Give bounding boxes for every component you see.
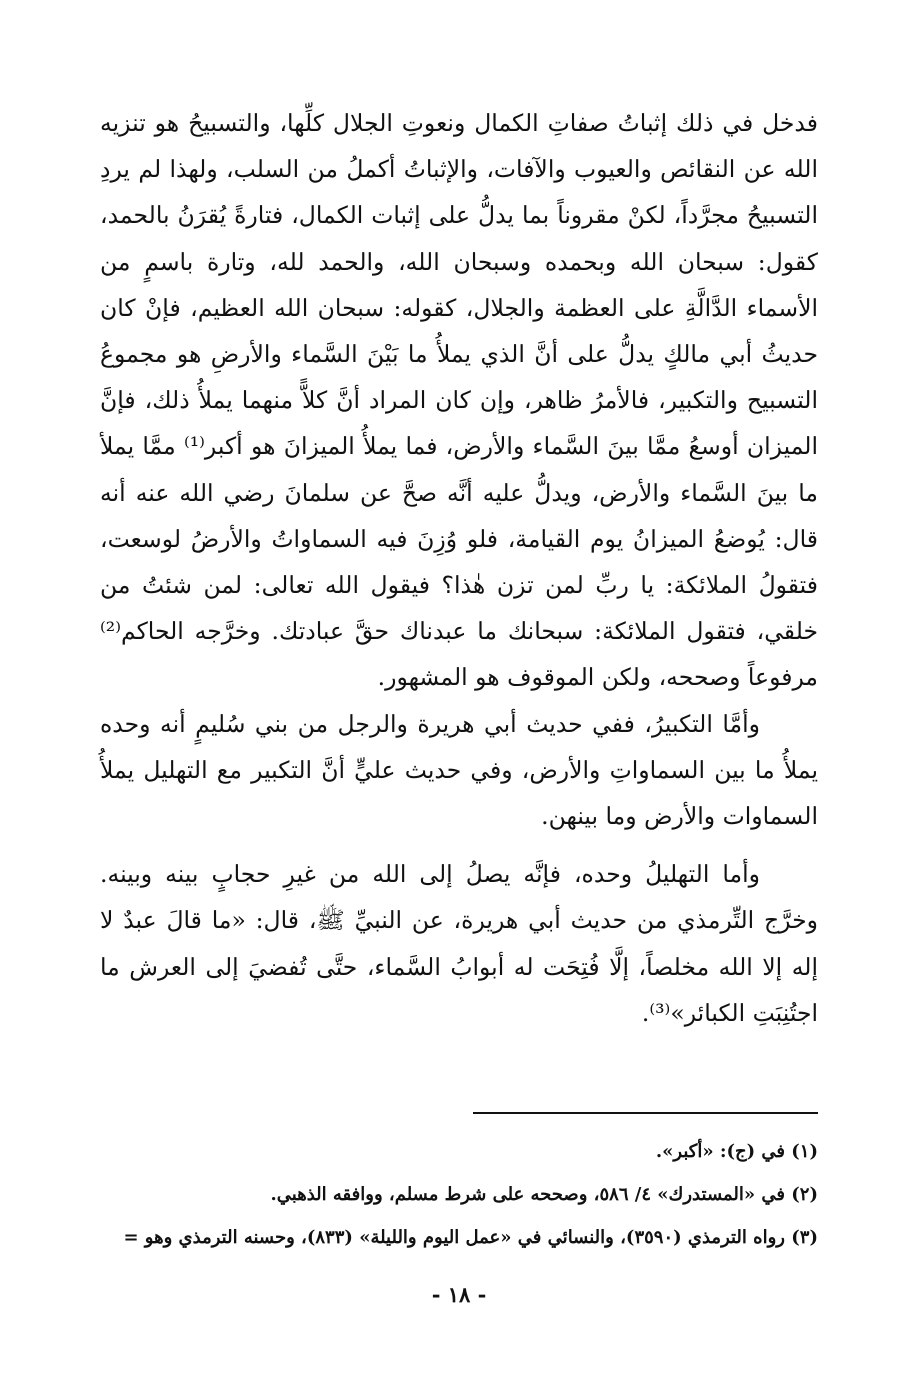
main-text xyxy=(100,100,818,1036)
footnotes xyxy=(100,1130,818,1259)
page-number: - ١٨ - xyxy=(431,1282,487,1307)
paragraph-1: فدخل في ذلك إثباتُ صفاتِ الكمال ونعوتِ الجلال كلِّها، والتسبيحُ هو تنزيه الله عن النقائص والعيوب والآفات، والإثباتُ أكملُ من السلب، ولهذا لم يردِ التسبيحُ مجرَّداً، لكنْ مقروناً بما يدلُّ على إثبات الكمال، فتارةً يُقرَنُ بالحمد، كقول: سبحان الله وبحمده وسبحان الله، والحمد لله، وتارة باسمٍ من الأسماء الدَّالَّةِ على العظمة والجلال، كقوله: سبحان الله العظيم، فإنْ كان حديثُ أبي مالكٍ يدلُّ على أنَّ الذي يملأُ ما بَيْنَ السَّماء والأرضِ هو مجموعُ التسبيح والتكبير، فالأمرُ ظاهر، وإن كان المراد أنَّ كلاًّ منهما يملأُ ذلك، فإنَّ الميزان أوسعُ ممَّا بينَ السَّماء والأرض، فما يملأُ الميزانَ هو أكبر⁽¹⁾ ممَّا يملأ ما بينَ السَّماء والأرض، ويدلُّ عليه أنَّه صحَّ عن سلمانَ رضي الله عنه أنه قال: يُوضعُ الميزانُ يوم القيامة، فلو وُزِنَ فيه السماواتُ والأرضُ لوسعت، فتقولُ الملائكة: يا ربِّ لمن تزن هٰذا؟ فيقول الله تعالى: لمن شئتُ من خلقي، فتقول الملائكة: سبحانك ما عبدناك حقَّ عبادتك. وخرَّجه الحاكم⁽²⁾ مرفوعاً وصححه، ولكن الموقوف هو المشهور. xyxy=(100,109,818,692)
footnote-2: (٢) في «المستدرك» ٤/ ٥٨٦، وصححه على شرط مسلم، ووافقه الذهبي. xyxy=(270,1184,818,1205)
footnote-divider xyxy=(473,1112,818,1114)
footnote-3: (٣) رواه الترمذي (٣٥٩٠)، والنسائي في «عمل اليوم والليلة» (٨٣٣)، وحسنه الترمذي وهو = xyxy=(123,1227,818,1248)
paragraph-2: وأمَّا التكبيرُ، ففي حديث أبي هريرة والرجل من بني سُليمٍ أنه وحده يملأُ ما بين السماواتِ والأرض، وفي حديث عليٍّ أنَّ التكبير مع التهليل يملأُ السماوات والأرض وما بينهن. xyxy=(100,709,818,831)
footnote-1: (١) في (ج): «أكبر». xyxy=(655,1141,818,1162)
paragraph-3: وأما التهليلُ وحده، فإنَّه يصلُ إلى الله من غيرِ حجابٍ بينه وبينه. وخرَّج التِّرمذي من حديث أبي هريرة، عن النبيِّ ﷺ، قال: «ما قالَ عبدٌ لا إله إلا الله مخلصاً، إلَّا فُتِحَت له أبوابُ السَّماء، حتَّى تُفضيَ إلى العرش ما اجتُنِبَتِ الكبائر»⁽³⁾. xyxy=(100,860,818,1027)
book-page xyxy=(100,100,818,1330)
